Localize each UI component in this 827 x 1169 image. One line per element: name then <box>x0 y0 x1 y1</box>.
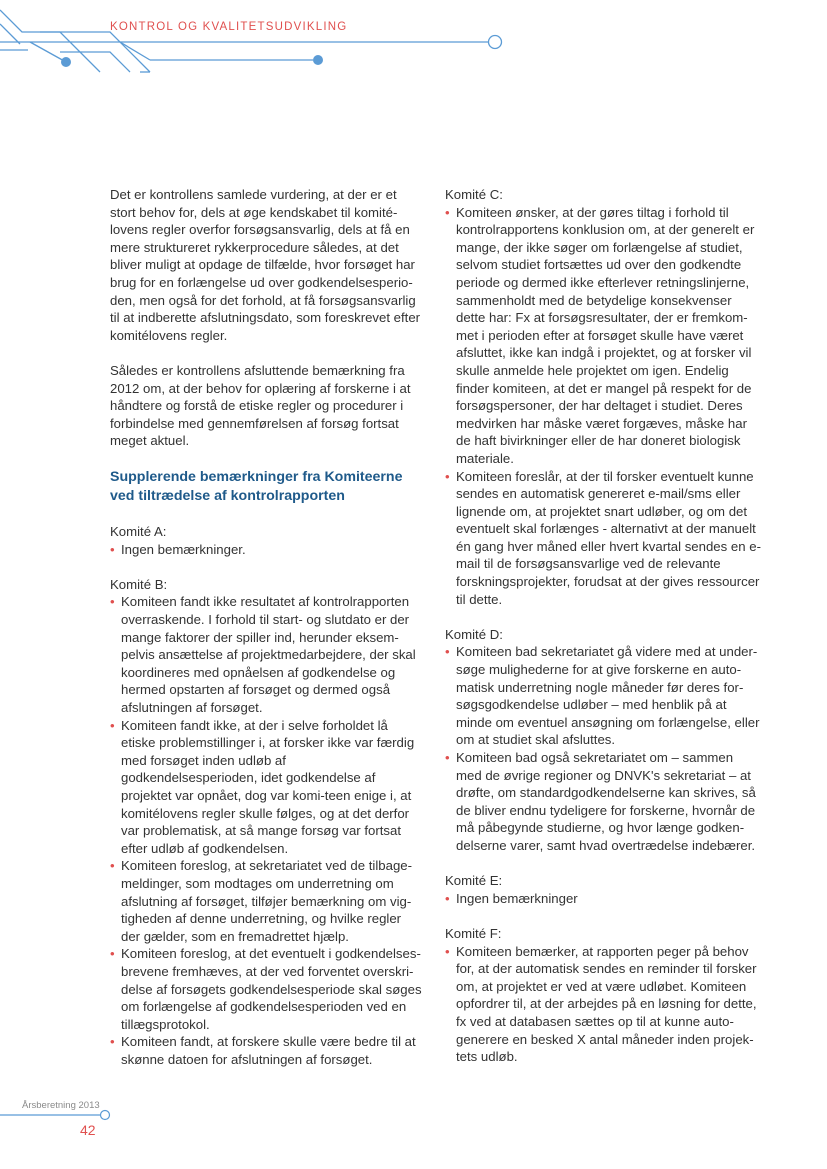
committee-e-list <box>445 890 761 908</box>
committee-a-list <box>110 541 422 559</box>
committee-f-title: Komité F: <box>445 925 502 941</box>
committee-f-list <box>445 943 761 1066</box>
committee-c-title: Komité C: <box>445 187 503 202</box>
list-item: • Ingen bemærkninger <box>445 890 761 908</box>
list-item: • Komiteen fandt ikke resultatet af kontrolrapporten overraskende. I forhold til start- og slutdato er der mange faktorer der spiller ind, herunder eksem-pelvis ansættelse af projektmedarbejdere, der skal koordineres med opnåelsen af godkendelse og hermed opstarten af forsøget og dermed også afslutningen af forsøget. <box>110 593 422 716</box>
list-item: • Komiteen foreslog, at sekretariatet ved de tilbage-meldinger, som modtages om underretning om afslutning af forsøget, tilføjer bemærkning om vig-tigheden af denne underretning, og hvilke regler der gælder, som en fremadrettet hjælp. <box>110 857 422 945</box>
list-item: • Komiteen fandt, at forskere skulle være bedre til at skønne datoen for afslutningen af forsøget. <box>110 1033 422 1068</box>
committee-e-title: Komité E: <box>445 873 503 889</box>
list-item: • Komiteen foreslog, at det eventuelt i godkendelses-brevene fremhæves, at der ved forventet overskri-delse af forsøgets godkendelsesperiode skal søges om forlængelse af godkendelsesperioden ved en tillægsprotokol. <box>110 945 422 1033</box>
section-heading: Supplerende bemærkninger fra Komiteerne ved tiltrædelse af kontrolrapporten <box>110 468 403 504</box>
committee-c-list <box>445 204 761 609</box>
list-item: • Ingen bemærkninger. <box>110 541 422 559</box>
committee-d-title: Komité D: <box>445 626 503 642</box>
committee-d-list <box>445 643 761 854</box>
list-item: • Komiteen ønsker, at der gøres tiltag i forhold til kontrolrapportens konklusion om, at der generelt er mange, der ikke søger om forlængelse af studiet, selvom studiet fortsættes ud over den godkendte periode og dermed ikke efterlever retningslinjerne, sammenholdt med de betydelige konsekvenser dette har: Fx at forsøgsresultater, der er fremkom-met i perioden efter at forsøget skulle have været afsluttet, ikke kan indgå i projektet, og at forsker vil skulle anmelde hele projektet om igen. Endelig finder komiteen, at det er mangel på respekt for de forsøgspersoner, der har deltaget i studiet. Deres medvirken har måske været forgæves, måske har de haft bivirkninger eller de har doneret biologisk materiale. <box>445 204 761 468</box>
header-circuit-decoration <box>0 0 827 80</box>
right-column <box>445 186 761 1066</box>
footer-line-decoration <box>0 1108 120 1122</box>
list-item: • Komiteen bemærker, at rapporten peger på behov for, at der automatisk sendes en reminder til forsker om, at projektet er ved at være udløbet. Komiteen opfordrer til, at der arbejdes på en løsning for dette, fx ved at databasen sættes op til at kunne auto-generere en besked X antal måneder inden projek-tets udløb. <box>445 943 761 1066</box>
left-column <box>110 186 422 1069</box>
list-item: • Komiteen fandt ikke, at der i selve forholdet lå etiske problemstillinger i, at forsker ikke var færdig med forsøget inden udløb af godkendelsesperioden, idet godkendelse af projektet var opnået, dog var komi-teen enige i, at komitélovens regler skulle følges, og at det derfor var problematisk, at så mange forsøg var fortsat efter udløb af godkendelsen. <box>110 717 422 858</box>
paragraph-assessment: Det er kontrollens samlede vurdering, at der er et stort behov for, dels at øge kendskabet til komité-lovens regler overfor forsøgsansvarlig, dels at få en mere struktureret rykkerprocedure således, at det bliver muligt at opdage de tilfælde, hvor forsøget har brug for en forlængelse ud over godkendelsesperio-den, men også for det forhold, at få forsøgsansvarlig til at indberette afslutningsdato, som foreskrevet efter komitélovens regler. <box>110 187 421 343</box>
list-item: • Komiteen foreslår, at der til forsker eventuelt kunne sendes en automatisk genereret e-mail/sms eller lignende om, at projektet snart udløber, og om det eventuelt skal forlænges - alternativt at der manuelt én gang hver måned eller hvert kvartal sendes en e-mail til de forsøgsansvarlige ved de relevante forskningsprojekter, forudsat at der gives ressourcer til dette. <box>445 468 761 609</box>
list-item: • Komiteen bad sekretariatet gå videre med at under-søge mulighederne for at give forskerne en auto-matisk underretning nogle måneder før deres for-søgsgodkendelse udløber – med henblik på at minde om eventuel ansøgning om forlængelse, eller om at studiet skal afsluttes. <box>445 643 761 749</box>
committee-b-title: Komité B: <box>110 576 168 592</box>
page-number: 42 <box>80 1122 96 1138</box>
header-title: KONTROL OG KVALITETSUDVIKLING <box>110 21 348 33</box>
committee-b-list <box>110 593 422 1068</box>
footer-label: Årsberetning 2013 <box>22 1100 100 1111</box>
committee-a-title: Komité A: <box>110 524 167 540</box>
paragraph-conclusion: Således er kontrollens afsluttende bemærkning fra 2012 om, at der behov for oplæring af forskerne i at håndtere og forstå de etiske regler og procedurer i forbindelse med gennemførelsen af forsøg fortsat meget aktuel. <box>110 362 411 449</box>
list-item: • Komiteen bad også sekretariatet om – sammen med de øvrige regioner og DNVK's sekretariat – at drøfte, om standardgodkendelserne kan skrives, så de bliver endnu tydeligere for forskerne, hvornår de må påbegynde studierne, og hvor længe godken-delserne varer, samt hvad overtrædelse indebærer. <box>445 749 761 855</box>
